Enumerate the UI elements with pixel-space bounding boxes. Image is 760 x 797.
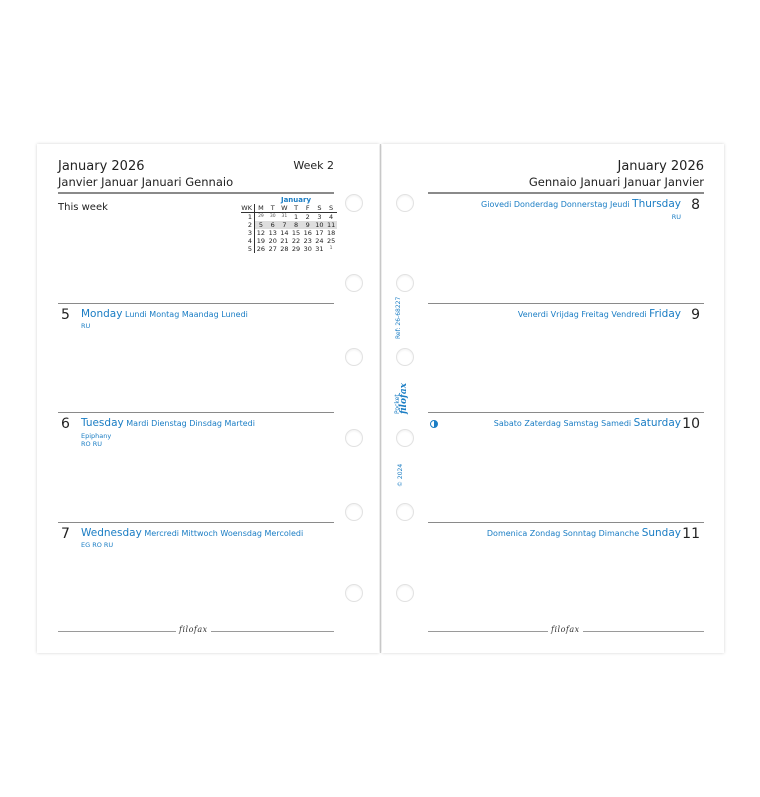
mini-calendar — [241, 196, 337, 253]
filofax-logo: filofax — [176, 625, 211, 634]
day-number: 8 — [691, 197, 700, 213]
first-quarter-moon-icon — [430, 420, 438, 428]
day-translations: Lundi Montag Maandag Lunedi — [125, 310, 248, 319]
binder-hole — [396, 429, 414, 447]
mini-cal-day: 16 — [303, 229, 312, 237]
mini-cal-wk: 1 — [241, 213, 255, 222]
day-number: 11 — [682, 526, 700, 542]
day-note: RU — [671, 213, 681, 221]
day-rule — [428, 522, 704, 523]
right-page — [382, 144, 724, 653]
day-translations: Sabato Zaterdag Samstag Samedi — [493, 419, 632, 428]
mini-cal-day: 30 — [269, 214, 276, 219]
mini-cal-day: 14 — [280, 229, 289, 237]
filofax-logo: filofax — [548, 625, 583, 634]
mini-cal-week-row — [241, 237, 337, 245]
month-translations: Janvier Januar Januari Gennaio — [58, 175, 234, 189]
this-week-label: This week — [58, 202, 108, 213]
binder-hole — [345, 348, 363, 366]
spine-brand-block — [394, 383, 408, 414]
binder-hole — [396, 348, 414, 366]
binder-hole — [345, 194, 363, 212]
day-rule — [58, 412, 334, 413]
mini-cal-day: 27 — [268, 245, 277, 253]
day-number: 10 — [682, 416, 700, 432]
day-rule — [428, 412, 704, 413]
day-name: Saturday — [633, 417, 681, 429]
mini-cal-day: 20 — [268, 237, 277, 245]
mini-cal-day: 11 — [326, 221, 336, 229]
mini-cal-header: T — [267, 204, 279, 213]
mini-cal-header: F — [302, 204, 314, 213]
day-translations: Giovedi Donderdag Donnerstag Jeudi — [481, 200, 630, 209]
mini-cal-week-row — [241, 245, 337, 253]
binder-hole — [345, 584, 363, 602]
mini-cal-week-row — [241, 213, 337, 222]
day-translations: Mardi Dienstag Dinsdag Martedi — [126, 419, 255, 428]
filofax-spine-logo: filofax — [399, 382, 409, 414]
day-name: Wednesday — [81, 527, 142, 539]
ref-number: Ref: 26-68227 — [395, 296, 402, 339]
day-rule — [58, 303, 334, 304]
mini-cal-day: 1 — [293, 213, 299, 221]
day-name: Tuesday — [81, 417, 124, 429]
day-header-saturday — [494, 417, 681, 429]
day-number: 9 — [691, 307, 700, 323]
month-title: January 2026 — [617, 159, 704, 174]
mini-cal-day: 8 — [290, 221, 302, 229]
mini-cal-week-row-current — [241, 221, 337, 229]
day-number: 5 — [61, 307, 70, 323]
mini-cal-day: 10 — [315, 221, 324, 229]
mini-cal-header: M — [255, 204, 267, 213]
mini-cal-header: T — [290, 204, 302, 213]
binder-hole — [345, 274, 363, 292]
binder-hole — [396, 274, 414, 292]
day-header-sunday — [487, 527, 681, 539]
header-rule — [58, 192, 334, 194]
mini-cal-day: 23 — [303, 237, 312, 245]
mini-cal-day: 5 — [255, 221, 267, 229]
mini-cal-day: 29 — [258, 214, 264, 219]
day-header-friday — [518, 308, 681, 320]
left-page — [37, 144, 379, 653]
day-note: RU — [81, 322, 91, 330]
day-note: EG RO RU — [81, 541, 114, 549]
mini-cal-day: 3 — [317, 213, 322, 221]
mini-cal-day: 7 — [279, 221, 291, 229]
day-note: RO RU — [81, 440, 102, 448]
mini-cal-wk: 3 — [241, 229, 255, 237]
binder-hole — [396, 194, 414, 212]
day-rule — [428, 303, 704, 304]
mini-cal-day: 19 — [256, 237, 266, 245]
mini-cal-day: 21 — [280, 237, 289, 245]
mini-cal-day: 30 — [303, 245, 312, 253]
mini-cal-header: S — [325, 204, 337, 213]
copyright: © 2024 — [397, 463, 404, 487]
mini-cal-wk: 2 — [241, 221, 255, 229]
day-name: Monday — [81, 308, 123, 320]
mini-cal-day: 4 — [329, 213, 334, 221]
day-translations: Mercredi Mittwoch Woensdag Mercoledi — [144, 529, 304, 538]
day-number: 7 — [61, 526, 70, 542]
day-translations: Venerdi Vrijdag Freitag Vendredi — [517, 310, 647, 319]
mini-cal-header: W — [279, 204, 291, 213]
day-header-thursday — [481, 198, 681, 210]
day-header-monday — [81, 308, 248, 320]
mini-cal-day: 18 — [326, 229, 336, 237]
binder-hole — [396, 584, 414, 602]
mini-calendar-month: January — [280, 196, 312, 204]
binder-hole — [345, 429, 363, 447]
day-header-tuesday — [81, 417, 255, 429]
mini-cal-header: WK — [241, 204, 255, 213]
day-number: 6 — [61, 416, 70, 432]
mini-cal-day: 31 — [315, 245, 324, 253]
mini-cal-day: 17 — [315, 229, 324, 237]
day-name: Sunday — [641, 527, 681, 539]
mini-calendar-grid — [241, 204, 337, 253]
day-name: Friday — [649, 308, 681, 320]
mini-cal-day: 26 — [256, 245, 266, 253]
mini-cal-day: 6 — [267, 221, 279, 229]
week-label: Week 2 — [293, 159, 334, 172]
mini-cal-header: S — [314, 204, 326, 213]
size-label: Pocket — [394, 394, 401, 414]
binder-hole — [345, 503, 363, 521]
binder-hole — [396, 503, 414, 521]
mini-cal-day: 28 — [280, 245, 289, 253]
day-translations: Domenica Zondag Sonntag Dimanche — [486, 529, 640, 538]
mini-cal-day: 1 — [329, 246, 333, 251]
day-note-holiday: Epiphany — [81, 432, 112, 440]
spine-fold — [380, 144, 381, 653]
day-header-wednesday — [81, 527, 303, 539]
mini-cal-day: 13 — [268, 229, 277, 237]
mini-cal-day: 9 — [302, 221, 314, 229]
mini-cal-day: 31 — [281, 214, 288, 219]
mini-cal-wk: 5 — [241, 245, 255, 253]
mini-cal-day: 24 — [315, 237, 324, 245]
mini-cal-day: 12 — [256, 229, 266, 237]
month-translations: Gennaio Januari Januar Janvier — [528, 175, 704, 189]
mini-cal-day: 22 — [291, 237, 301, 245]
header-rule — [428, 192, 704, 194]
mini-cal-day: 15 — [291, 229, 301, 237]
day-name: Thursday — [632, 198, 681, 210]
mini-cal-wk: 4 — [241, 237, 255, 245]
mini-cal-week-row — [241, 229, 337, 237]
mini-cal-day: 2 — [305, 213, 310, 221]
mini-cal-day: 25 — [326, 237, 336, 245]
month-title: January 2026 — [58, 159, 145, 174]
day-rule — [58, 522, 334, 523]
mini-cal-day: 29 — [291, 245, 301, 253]
